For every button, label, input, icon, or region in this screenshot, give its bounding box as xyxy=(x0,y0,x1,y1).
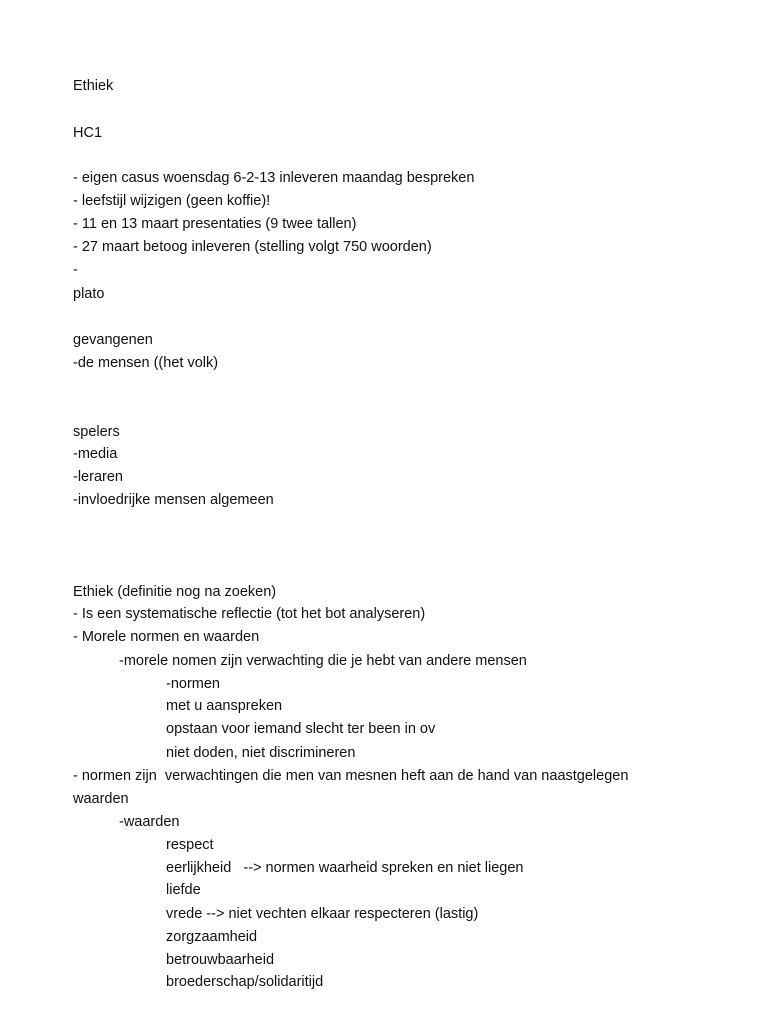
indented-text-line: -waarden xyxy=(119,814,180,830)
section-heading: spelers xyxy=(73,424,120,440)
text-line: - 11 en 13 maart presentaties (9 twee tallen) xyxy=(73,216,357,232)
text-line: - xyxy=(73,262,78,278)
text-line: - Morele normen en waarden xyxy=(73,629,260,645)
indented-text-line: niet doden, niet discrimineren xyxy=(166,745,356,761)
indented-text-line: opstaan voor iemand slecht ter been in ov xyxy=(166,721,436,737)
section-heading: gevangenen xyxy=(73,332,153,348)
text-line: - leefstijl wijzigen (geen koffie)! xyxy=(73,193,271,209)
indented-text-line: broederschap/solidaritijd xyxy=(166,974,324,990)
text-line: -de mensen ((het volk) xyxy=(73,355,219,371)
text-line: - 27 maart betoog inleveren (stelling volgt 750 woorden) xyxy=(73,239,432,255)
lecture-heading: HC1 xyxy=(73,125,103,141)
document-title: Ethiek xyxy=(73,78,114,94)
text-line: plato xyxy=(73,286,105,302)
indented-text-line: respect xyxy=(166,837,214,853)
section-heading: Ethiek (definitie nog na zoeken) xyxy=(73,584,277,600)
indented-text-line: eerlijkheid --> normen waarheid spreken en niet liegen xyxy=(166,860,524,876)
text-line: -invloedrijke mensen algemeen xyxy=(73,492,274,508)
text-line: - normen zijn verwachtingen die men van mesnen heft aan de hand van naastgelegen xyxy=(73,768,629,784)
indented-text-line: zorgzaamheid xyxy=(166,929,258,945)
indented-text-line: liefde xyxy=(166,882,201,898)
indented-text-line: vrede --> niet vechten elkaar respecteren (lastig) xyxy=(166,906,479,922)
indented-text-line: met u aanspreken xyxy=(166,698,283,714)
indented-text-line: -normen xyxy=(166,676,220,692)
indented-text-line: betrouwbaarheid xyxy=(166,952,275,968)
text-line: - Is een systematische reflectie (tot het bot analyseren) xyxy=(73,606,426,622)
text-line: -media xyxy=(73,446,118,462)
text-line: - eigen casus woensdag 6-2-13 inleveren maandag bespreken xyxy=(73,170,475,186)
indented-text-line: -morele nomen zijn verwachting die je hebt van andere mensen xyxy=(119,653,527,669)
text-line: -leraren xyxy=(73,469,123,485)
text-line: waarden xyxy=(73,791,129,807)
